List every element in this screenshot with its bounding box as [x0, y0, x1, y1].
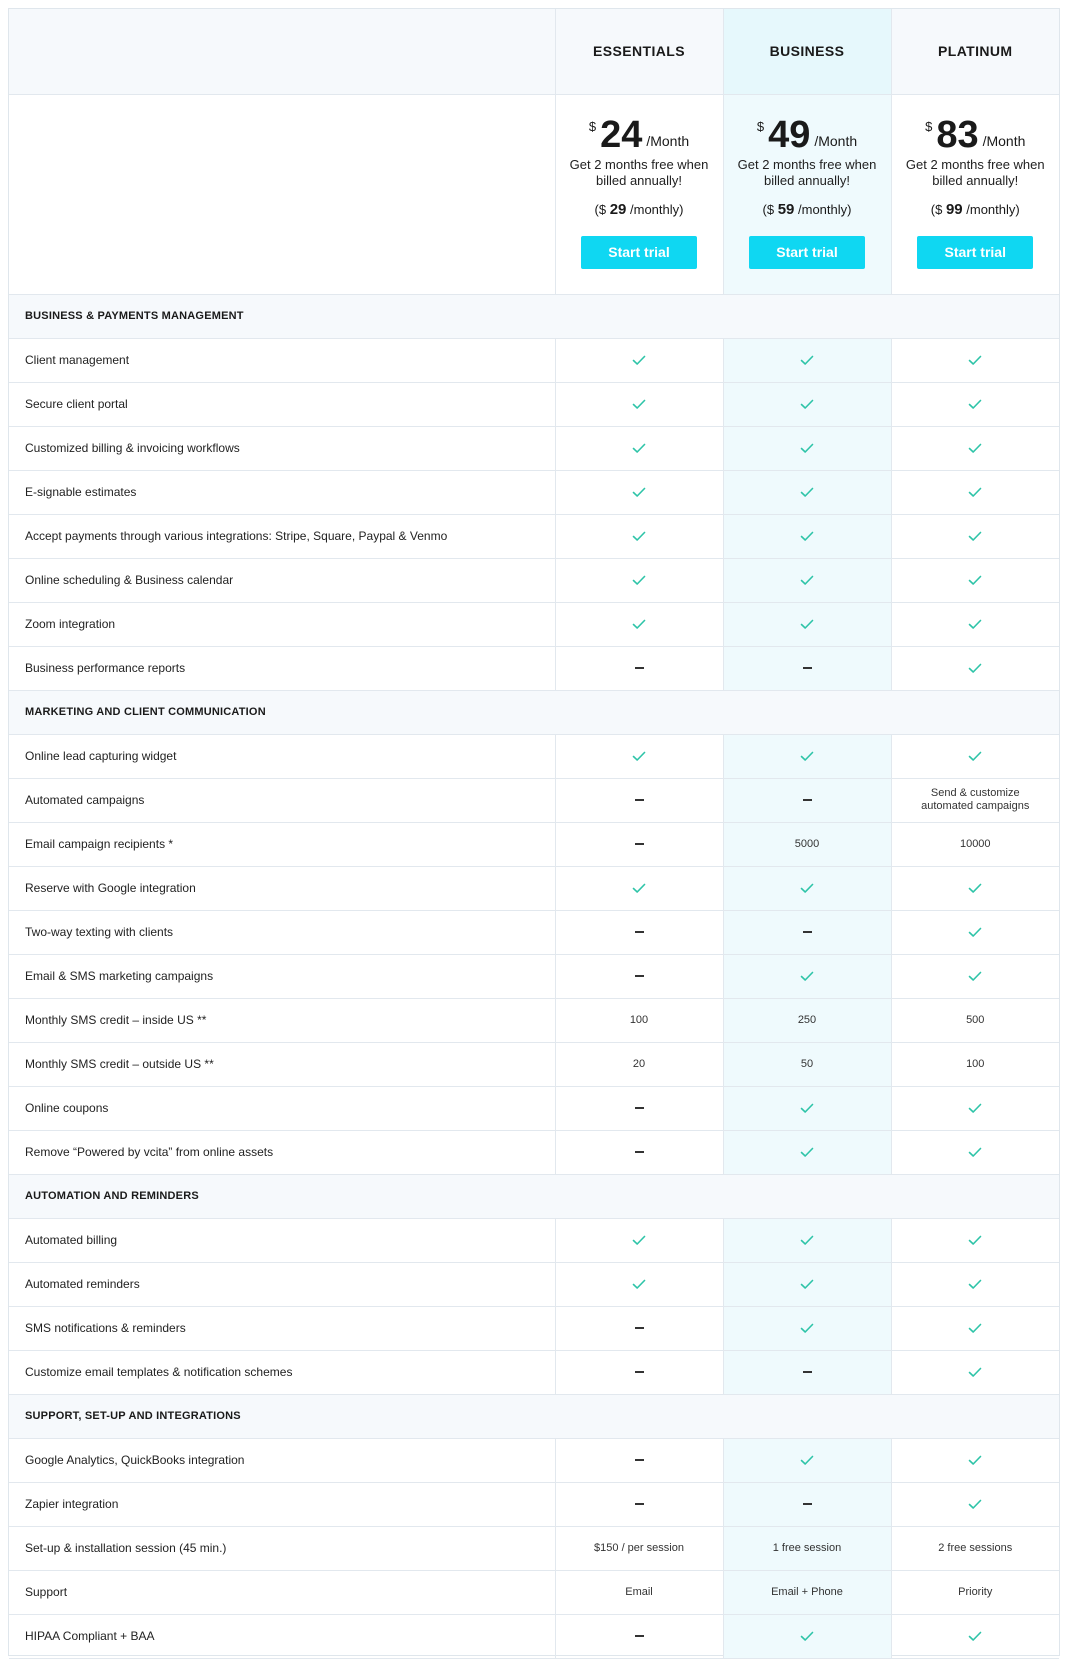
monthly-prefix: ($ [594, 201, 607, 217]
feature-value-business [723, 1614, 891, 1658]
check-icon [968, 1631, 982, 1642]
feature-value-essentials [555, 1482, 723, 1526]
monthly-prefix: ($ [930, 201, 943, 217]
feature-row [9, 1262, 1059, 1306]
dash-icon [803, 1371, 812, 1373]
feature-value-text: Email [625, 1586, 653, 1598]
feature-value-business [723, 778, 891, 822]
dash-icon [803, 931, 812, 933]
feature-label: Automated billing [9, 1218, 555, 1262]
feature-row [9, 1306, 1059, 1350]
feature-value-business [723, 1130, 891, 1174]
start-trial-button-essentials[interactable]: Start trial [581, 236, 697, 269]
feature-value-business [723, 1306, 891, 1350]
feature-row [9, 1042, 1059, 1086]
feature-value-text: 20 [632, 1058, 646, 1070]
feature-label: Email & SMS marketing campaigns [9, 954, 555, 998]
feature-value-business [723, 426, 891, 470]
check-icon [968, 1147, 982, 1158]
dash-icon [635, 667, 644, 669]
feature-value-platinum [891, 338, 1059, 382]
check-icon [968, 663, 982, 674]
check-icon [968, 1235, 982, 1246]
feature-value-text: 100 [629, 1014, 649, 1026]
plan-name-platinum: PLATINUM [891, 9, 1059, 94]
feature-label: Online scheduling & Business calendar [9, 558, 555, 602]
feature-row [9, 1130, 1059, 1174]
check-icon [968, 1103, 982, 1114]
feature-value-essentials [555, 954, 723, 998]
feature-value-business [723, 910, 891, 954]
header-empty-cell [9, 9, 555, 94]
feature-value-text: 500 [966, 1014, 985, 1026]
feature-label: Automated reminders [9, 1262, 555, 1306]
feature-value-platinum [891, 734, 1059, 778]
check-icon [968, 531, 982, 542]
check-icon [800, 531, 814, 542]
feature-label: Reserve with Google integration [9, 866, 555, 910]
monthly-price [892, 201, 1060, 218]
annual-note: Get 2 months free when billed annually! [905, 156, 1045, 188]
feature-row [9, 1570, 1059, 1614]
feature-row [9, 382, 1059, 426]
check-icon [800, 619, 814, 630]
check-icon [800, 1631, 814, 1642]
check-icon [800, 1147, 814, 1158]
check-icon [800, 399, 814, 410]
feature-label: Automated campaigns [9, 778, 555, 822]
feature-row [9, 1482, 1059, 1526]
feature-value-platinum [891, 822, 1059, 866]
feature-value-text: $150 / per session [594, 1542, 684, 1554]
feature-label: Set-up & installation session (45 min.) [9, 1526, 555, 1570]
check-icon [968, 1455, 982, 1466]
feature-value-essentials [555, 1130, 723, 1174]
feature-value-essentials [555, 866, 723, 910]
feature-value-essentials [555, 646, 723, 690]
check-icon [800, 1103, 814, 1114]
feature-value-business [723, 1218, 891, 1262]
feature-label: Zoom integration [9, 602, 555, 646]
price-line [724, 115, 891, 155]
feature-value-business [723, 602, 891, 646]
price-period: /Month [814, 132, 858, 149]
check-icon [968, 1367, 982, 1378]
feature-row [9, 910, 1059, 954]
feature-value-text: 100 [966, 1058, 985, 1070]
feature-value-business [723, 382, 891, 426]
feature-row [9, 646, 1059, 690]
feature-row [9, 338, 1059, 382]
section-header-row [9, 294, 1059, 338]
feature-value-essentials [555, 778, 723, 822]
feature-value-platinum [891, 426, 1059, 470]
feature-row [9, 1218, 1059, 1262]
feature-value-platinum [891, 646, 1059, 690]
section-title: MARKETING AND CLIENT COMMUNICATION [9, 690, 1059, 734]
feature-value-text: 10000 [959, 838, 991, 850]
monthly-suffix: /monthly) [798, 201, 852, 217]
currency-symbol: $ [588, 118, 597, 134]
check-icon [800, 1279, 814, 1290]
feature-value-platinum [891, 866, 1059, 910]
feature-value-platinum [891, 1614, 1059, 1658]
dash-icon [635, 799, 644, 801]
plan-name-business: BUSINESS [723, 9, 891, 94]
feature-value-text: Send & customize automated campaigns [921, 787, 1030, 812]
feature-label: Accept payments through various integrations: Stripe, Square, Paypal & Venmo [9, 514, 555, 558]
check-icon [800, 575, 814, 586]
feature-label: SMS notifications & reminders [9, 1306, 555, 1350]
feature-row [9, 602, 1059, 646]
feature-value-essentials [555, 514, 723, 558]
feature-label: E-signable estimates [9, 470, 555, 514]
feature-label: Two-way texting with clients [9, 910, 555, 954]
check-icon [632, 619, 646, 630]
start-trial-button-platinum[interactable]: Start trial [917, 236, 1033, 269]
feature-row [9, 822, 1059, 866]
feature-label: Monthly SMS credit – outside US ** [9, 1042, 555, 1086]
feature-value-business [723, 998, 891, 1042]
feature-value-platinum [891, 1350, 1059, 1394]
feature-label: Google Analytics, QuickBooks integration [9, 1438, 555, 1482]
feature-value-platinum [891, 470, 1059, 514]
feature-label: Customize email templates & notification schemes [9, 1350, 555, 1394]
dash-icon [635, 1151, 644, 1153]
check-icon [968, 355, 982, 366]
feature-value-business [723, 1086, 891, 1130]
feature-value-platinum [891, 778, 1059, 822]
feature-value-business [723, 1526, 891, 1570]
feature-label: Remove “Powered by vcita” from online assets [9, 1130, 555, 1174]
feature-value-platinum [891, 558, 1059, 602]
feature-value-essentials [555, 998, 723, 1042]
feature-value-platinum [891, 954, 1059, 998]
pricing-comparison-table [9, 9, 1059, 1659]
dash-icon [635, 1327, 644, 1329]
feature-value-business [723, 1042, 891, 1086]
feature-value-business [723, 646, 891, 690]
annual-note: Get 2 months free when billed annually! [737, 156, 877, 188]
dash-icon [635, 1503, 644, 1505]
feature-value-business [723, 1570, 891, 1614]
feature-label: Zapier integration [9, 1482, 555, 1526]
feature-row [9, 470, 1059, 514]
feature-value-text: Email + Phone [771, 1586, 843, 1598]
monthly-amount: 29 [609, 200, 627, 218]
dash-icon [635, 1371, 644, 1373]
feature-row [9, 1438, 1059, 1482]
price-period: /Month [646, 132, 690, 149]
feature-value-text: Priority [958, 1586, 993, 1598]
monthly-price [724, 201, 891, 218]
price-cell-business [723, 94, 891, 294]
feature-label: Secure client portal [9, 382, 555, 426]
feature-label: Client management [9, 338, 555, 382]
feature-value-essentials [555, 470, 723, 514]
feature-value-platinum [891, 1130, 1059, 1174]
currency-symbol: $ [925, 118, 933, 134]
check-icon [968, 443, 982, 454]
dash-icon [635, 843, 644, 845]
check-icon [968, 575, 982, 586]
check-icon [632, 487, 646, 498]
feature-value-essentials [555, 558, 723, 602]
check-icon [968, 927, 982, 938]
feature-value-text: 5000 [794, 838, 820, 850]
feature-value-business [723, 734, 891, 778]
feature-row [9, 778, 1059, 822]
monthly-price [556, 201, 723, 218]
feature-label: Online coupons [9, 1086, 555, 1130]
check-icon [968, 399, 982, 410]
feature-value-platinum [891, 1262, 1059, 1306]
section-title: AUTOMATION AND REMINDERS [9, 1174, 1059, 1218]
feature-value-platinum [891, 514, 1059, 558]
check-icon [632, 355, 646, 366]
feature-value-essentials [555, 1570, 723, 1614]
feature-value-essentials [555, 1350, 723, 1394]
check-icon [632, 443, 646, 454]
feature-row [9, 1350, 1059, 1394]
feature-label: Monthly SMS credit – inside US ** [9, 998, 555, 1042]
feature-value-platinum [891, 910, 1059, 954]
check-icon [800, 751, 814, 762]
feature-value-business [723, 1482, 891, 1526]
feature-value-essentials [555, 1526, 723, 1570]
check-icon [800, 883, 814, 894]
check-icon [968, 1323, 982, 1334]
check-icon [968, 883, 982, 894]
check-icon [968, 1279, 982, 1290]
feature-value-business [723, 1262, 891, 1306]
feature-value-essentials [555, 426, 723, 470]
dash-icon [635, 931, 644, 933]
feature-value-business [723, 338, 891, 382]
check-icon [800, 355, 814, 366]
feature-row [9, 1086, 1059, 1130]
feature-value-platinum [891, 1218, 1059, 1262]
feature-value-essentials [555, 1306, 723, 1350]
dash-icon [635, 1459, 644, 1461]
section-header-row [9, 690, 1059, 734]
dash-icon [803, 667, 812, 669]
feature-value-business [723, 1350, 891, 1394]
feature-value-essentials [555, 1218, 723, 1262]
price-line [556, 115, 723, 155]
feature-value-business [723, 954, 891, 998]
feature-value-essentials [555, 822, 723, 866]
feature-value-platinum [891, 1086, 1059, 1130]
feature-value-business [723, 1438, 891, 1482]
feature-value-essentials [555, 910, 723, 954]
monthly-amount: 59 [777, 200, 795, 218]
monthly-suffix: /monthly) [966, 201, 1020, 217]
feature-value-business [723, 866, 891, 910]
feature-value-platinum [891, 1306, 1059, 1350]
dash-icon [803, 799, 812, 801]
check-icon [968, 971, 982, 982]
feature-value-essentials [555, 1614, 723, 1658]
feature-value-essentials [555, 734, 723, 778]
currency-symbol: $ [756, 118, 765, 134]
feature-value-platinum [891, 1438, 1059, 1482]
feature-value-platinum [891, 1526, 1059, 1570]
annual-note: Get 2 months free when billed annually! [569, 156, 709, 188]
feature-value-essentials [555, 1262, 723, 1306]
check-icon [632, 883, 646, 894]
price-cell-platinum [891, 94, 1059, 294]
feature-value-text: 1 free session [772, 1542, 842, 1554]
check-icon [968, 751, 982, 762]
check-icon [800, 1235, 814, 1246]
feature-value-essentials [555, 1086, 723, 1130]
feature-row [9, 514, 1059, 558]
feature-row [9, 954, 1059, 998]
feature-value-business [723, 514, 891, 558]
dash-icon [635, 1635, 644, 1637]
price-amount: 24 [600, 113, 643, 156]
check-icon [632, 531, 646, 542]
feature-value-essentials [555, 338, 723, 382]
check-icon [800, 487, 814, 498]
monthly-suffix: /monthly) [630, 201, 684, 217]
feature-label: Support [9, 1570, 555, 1614]
feature-label: Online lead capturing widget [9, 734, 555, 778]
feature-value-business [723, 822, 891, 866]
check-icon [800, 443, 814, 454]
check-icon [632, 399, 646, 410]
price-cell-essentials [555, 94, 723, 294]
feature-value-platinum [891, 1570, 1059, 1614]
price-amount: 49 [768, 113, 811, 156]
dash-icon [803, 1503, 812, 1505]
price-amount: 83 [936, 113, 979, 156]
feature-row [9, 426, 1059, 470]
check-icon [800, 1455, 814, 1466]
feature-label: Business performance reports [9, 646, 555, 690]
feature-value-essentials [555, 602, 723, 646]
start-trial-button-business[interactable]: Start trial [749, 236, 865, 269]
feature-label: Customized billing & invoicing workflows [9, 426, 555, 470]
feature-label: Email campaign recipients * [9, 822, 555, 866]
price-period: /Month [982, 132, 1026, 149]
feature-value-business [723, 470, 891, 514]
feature-value-platinum [891, 602, 1059, 646]
feature-value-platinum [891, 382, 1059, 426]
feature-value-text: 2 free sessions [938, 1542, 1013, 1554]
dash-icon [635, 1107, 644, 1109]
section-header-row [9, 1174, 1059, 1218]
feature-value-essentials [555, 1042, 723, 1086]
feature-value-essentials [555, 1438, 723, 1482]
check-icon [968, 619, 982, 630]
feature-value-essentials [555, 382, 723, 426]
check-icon [800, 971, 814, 982]
check-icon [632, 1235, 646, 1246]
feature-row [9, 1526, 1059, 1570]
plan-name-essentials: ESSENTIALS [555, 9, 723, 94]
dash-icon [635, 975, 644, 977]
feature-row [9, 558, 1059, 602]
price-empty-cell [9, 94, 555, 294]
feature-label: HIPAA Compliant + BAA [9, 1614, 555, 1658]
monthly-prefix: ($ [762, 201, 775, 217]
pricing-table-container [8, 8, 1060, 1656]
feature-value-text: 250 [797, 1014, 817, 1026]
price-line [892, 115, 1060, 155]
plan-price-row [9, 94, 1059, 294]
feature-row [9, 734, 1059, 778]
feature-row [9, 866, 1059, 910]
check-icon [800, 1323, 814, 1334]
check-icon [632, 1279, 646, 1290]
feature-value-platinum [891, 998, 1059, 1042]
section-title: SUPPORT, SET-UP AND INTEGRATIONS [9, 1394, 1059, 1438]
feature-value-platinum [891, 1042, 1059, 1086]
check-icon [632, 751, 646, 762]
plan-header-row [9, 9, 1059, 94]
check-icon [968, 1499, 982, 1510]
feature-row [9, 1614, 1059, 1658]
feature-value-text: 50 [800, 1058, 814, 1070]
check-icon [968, 487, 982, 498]
feature-row [9, 998, 1059, 1042]
check-icon [632, 575, 646, 586]
section-header-row [9, 1394, 1059, 1438]
feature-value-business [723, 558, 891, 602]
section-title: BUSINESS & PAYMENTS MANAGEMENT [9, 294, 1059, 338]
feature-value-platinum [891, 1482, 1059, 1526]
monthly-amount: 99 [945, 200, 963, 218]
